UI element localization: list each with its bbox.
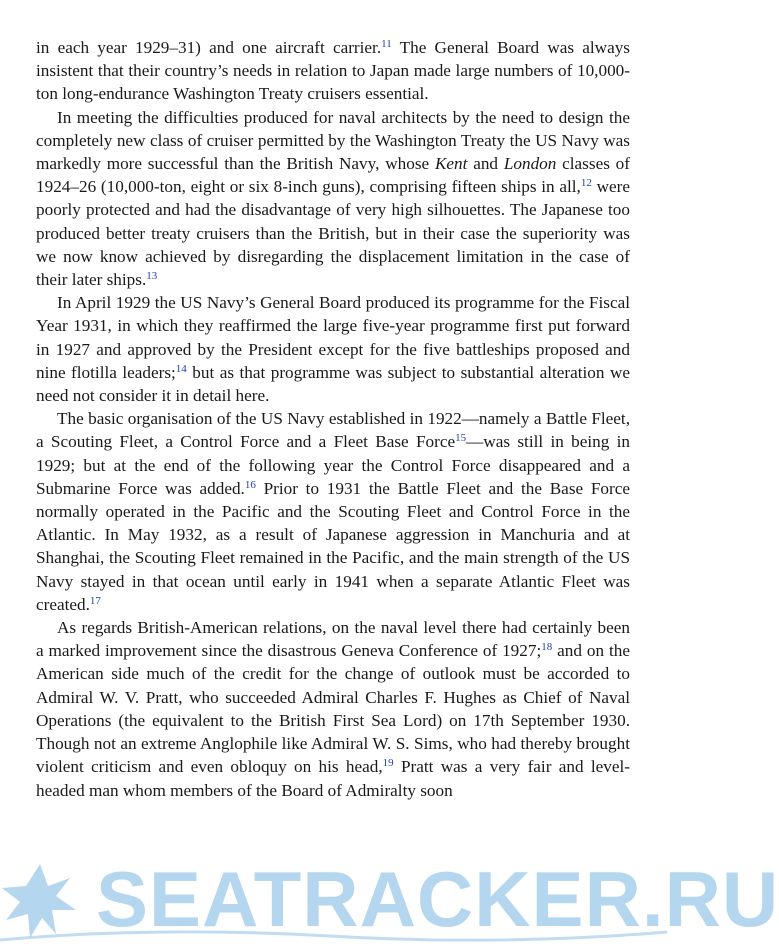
- paragraph-1: [36, 36, 630, 106]
- footnote-link-16[interactable]: 16: [244, 478, 256, 491]
- paragraph-text: —was still in being in 1929; but at the end of the following year the Control Force disappeared and a Submarine Force was added.: [36, 432, 630, 498]
- paragraph-5: [36, 616, 630, 802]
- ship-class-kent: Kent: [434, 154, 468, 174]
- paragraph-text: Prior to 1931 the Battle Fleet and the Base Force normally operated in the Pacific and the Scouting Fleet and Control Force in the Atlantic. In May 1932, as a result of Japanese aggression in Manchuria and at Shanghai, the Scouting Fleet remained in the Pacific, and the main strength of the US Navy stayed in that ocean until early in 1941 when a separate Atlantic Fleet was created.: [36, 478, 630, 614]
- paragraph-2: [36, 106, 630, 292]
- footnote-link-17[interactable]: 17: [89, 594, 101, 607]
- paragraph-text: but as that programme was subject to substantial alteration we need not consider it in detail here.: [36, 362, 630, 406]
- paragraph-text: and on the American side much of the credit for the change of outlook must be accorded to Admiral W. V. Pratt, who succeeded Admiral Charles F. Hughes as Chief of Naval Operations (the equivalent to the British First Sea Lord) on 17th September 1930. Though not an extreme Anglophile like Admiral W. S. Sims, who had thereby brought violent criticism and even obloquy on his head,: [36, 641, 630, 777]
- ship-class-london: London: [503, 154, 557, 174]
- paragraph-text: As regards British-American relations, on the naval level there had certainly been a marked improvement since the disastrous Geneva Conference of 1927;: [36, 618, 630, 661]
- book-page: [36, 36, 630, 802]
- footnote-link-14[interactable]: 14: [175, 362, 187, 375]
- paragraph-text: in each year 1929–31) and one aircraft carrier.: [36, 38, 382, 57]
- paragraph-text: classes of 1924–26 (10,000-ton, eight or six 8-inch guns), comprising fifteen ships in all,: [36, 154, 630, 197]
- watermark-burst-icon: [2, 864, 76, 938]
- paragraph-text: The General Board was always insistent that their country’s needs in relation to Japan made large numbers of 10,000-ton long-endurance Washington Treaty cruisers essential.: [36, 38, 630, 104]
- paragraph-4: [36, 407, 630, 616]
- watermark-wave-graphic: [0, 840, 667, 948]
- watermark-text: SEATRACKER.RU: [96, 855, 779, 943]
- watermark-wave-line: [0, 932, 667, 940]
- footnote-link-11[interactable]: 11: [381, 38, 392, 50]
- paragraph-text: were poorly protected and had the disadvantage of very high silhouettes. The Japanese too produced better treaty cruisers than the British, but in their case the superiority was we now know achieved by disregarding the displacement limitation in the case of their later ships.: [36, 177, 630, 290]
- footnote-link-18[interactable]: 18: [541, 641, 553, 654]
- paragraph-text: and: [467, 154, 504, 174]
- paragraph-text: Pratt was a very fair and level-headed man whom members of the Board of Admiralty soon: [36, 757, 630, 800]
- paragraph-text: The basic organisation of the US Navy established in 1922—namely a Battle Fleet, a Scouting Fleet, a Control Force and a Fleet Base Force: [36, 409, 630, 452]
- footnote-link-19[interactable]: 19: [382, 757, 394, 770]
- paragraph-text: In meeting the difficulties produced for naval architects by the need to design the completely new class of cruiser permitted by the Washington Treaty the US Navy was markedly more successful than the British Navy, whose: [36, 107, 630, 174]
- footnote-link-12[interactable]: 12: [580, 177, 592, 190]
- paragraph-3: [36, 291, 630, 407]
- footnote-link-13[interactable]: 13: [146, 270, 158, 283]
- footnote-link-15[interactable]: 15: [455, 432, 467, 445]
- paragraph-text: In April 1929 the US Navy’s General Board produced its programme for the Fiscal Year 1931, in which they reaffirmed the large five-year programme first put forward in 1927 and approved by the President except for the five battleships proposed and nine flotilla leaders;: [36, 293, 630, 382]
